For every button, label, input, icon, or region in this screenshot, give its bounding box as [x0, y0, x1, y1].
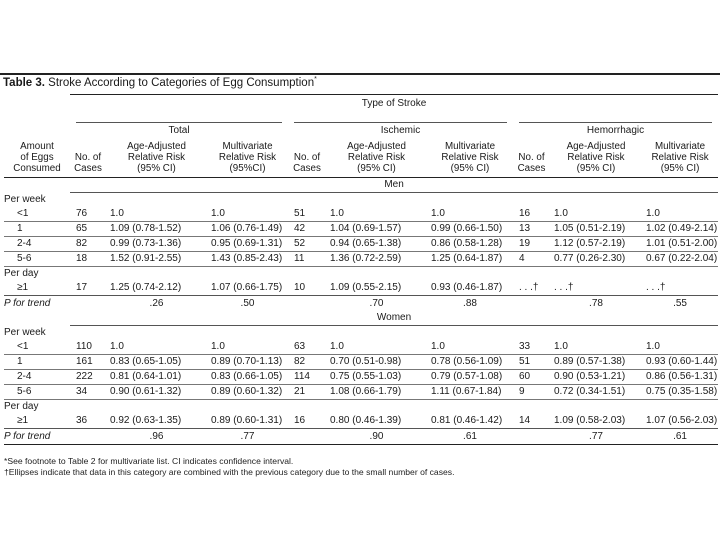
- empty-cell: [513, 266, 550, 281]
- table-row: [4, 414, 718, 429]
- group-total: Total: [70, 111, 288, 137]
- empty-cell: [550, 325, 642, 340]
- table-cell: 1.0: [550, 340, 642, 355]
- table-cell: 42: [288, 221, 326, 236]
- table-row: [4, 340, 718, 355]
- trend-value: .61: [427, 428, 513, 444]
- table-cell: . . .†: [519, 282, 539, 293]
- empty-cell: [70, 325, 106, 340]
- row-label: ≥1: [17, 282, 29, 293]
- footnotes: [4, 456, 454, 478]
- table-label: Table 3.: [3, 77, 45, 89]
- table-cell: 0.81 (0.64-1.01): [106, 369, 207, 384]
- row-label: <1: [4, 207, 70, 222]
- table-cell: 82: [70, 236, 106, 251]
- table-cell: 82: [288, 354, 326, 369]
- table-cell: . . .†: [646, 282, 666, 293]
- empty-cell: [70, 428, 106, 444]
- empty-cell: [513, 428, 550, 444]
- table-cell: 1.25 (0.64-1.87): [427, 251, 513, 266]
- empty-cell: [427, 192, 513, 207]
- table-caption: Stroke According to Categories of Egg Consumption: [48, 77, 315, 89]
- subheading-row: [4, 192, 718, 207]
- empty-cell: [642, 192, 718, 207]
- table-cell: 0.99 (0.66-1.50): [427, 221, 513, 236]
- table-cell: 36: [76, 415, 88, 426]
- table-cell: 0.83 (0.65-1.05): [106, 354, 207, 369]
- table-cell: 0.86 (0.56-1.31): [642, 369, 718, 384]
- table-cell: 0.93 (0.60-1.44): [642, 354, 718, 369]
- col-multi-ischemic: Multivariate Relative Risk (95% CI): [427, 137, 513, 177]
- trend-value: .78: [550, 295, 642, 311]
- table-cell: 0.89 (0.60-1.32): [207, 384, 288, 399]
- table-cell: 9: [513, 384, 550, 399]
- table-cell: . . .†: [554, 282, 574, 293]
- type-of-stroke-header: Type of Stroke: [70, 95, 718, 112]
- subheading-row: [4, 266, 718, 281]
- row-label: 2-4: [4, 236, 70, 251]
- table-cell: 1.0: [427, 207, 513, 222]
- per-day-label: Per day: [4, 268, 39, 279]
- table-cell: 1.0: [427, 340, 513, 355]
- empty-cell: [550, 192, 642, 207]
- table-cell: 1.0: [207, 207, 288, 222]
- section-name: Men: [70, 177, 718, 192]
- table-cell: 0.99 (0.73-1.36): [106, 236, 207, 251]
- subheading-row: [4, 325, 718, 340]
- row-label: ≥1: [17, 415, 29, 426]
- table-cell: 0.95 (0.69-1.31): [207, 236, 288, 251]
- trend-value: .77: [207, 428, 288, 444]
- p-trend-row: [4, 428, 718, 444]
- section-name: Women: [70, 311, 718, 326]
- empty-cell: [513, 399, 550, 414]
- table-row: [4, 281, 718, 296]
- col-cases-total: No. of Cases: [70, 137, 106, 177]
- empty-cell: [513, 192, 550, 207]
- table-cell: 21: [288, 384, 326, 399]
- table-cell: 0.93 (0.46-1.87): [431, 282, 503, 293]
- footnote-1: *See footnote to Table 2 for multivariate list. CI indicates confidence interval.: [4, 456, 294, 466]
- table-cell: 13: [513, 221, 550, 236]
- table-cell: 1.08 (0.66-1.79): [326, 384, 427, 399]
- per-week-label: Per week: [4, 193, 46, 205]
- trend-value: .26: [106, 295, 207, 311]
- empty-cell: [427, 399, 513, 414]
- table-cell: 110: [70, 340, 106, 355]
- empty-cell: [288, 192, 326, 207]
- per-day-label: Per day: [4, 401, 39, 412]
- table-cell: 1.25 (0.74-2.12): [110, 282, 182, 293]
- col-age-hemorrhagic: Age-Adjusted Relative Risk (95% CI): [550, 137, 642, 177]
- table-cell: 0.94 (0.65-1.38): [326, 236, 427, 251]
- trend-value: .70: [326, 295, 427, 311]
- p-trend-label: P for trend: [4, 295, 70, 311]
- empty-cell: [513, 295, 550, 311]
- table-cell: 0.75 (0.35-1.58): [642, 384, 718, 399]
- table-cell: 1.0: [642, 207, 718, 222]
- table-cell: 0.89 (0.70-1.13): [207, 354, 288, 369]
- table-cell: 1.0: [642, 340, 718, 355]
- table-cell: 34: [70, 384, 106, 399]
- table-cell: 17: [76, 282, 88, 293]
- empty-cell: [326, 399, 427, 414]
- row-label: 2-4: [4, 369, 70, 384]
- table-cell: 0.67 (0.22-2.04): [642, 251, 718, 266]
- col-multi-total: Multivariate Relative Risk (95%CI): [207, 137, 288, 177]
- table-cell: 0.81 (0.46-1.42): [431, 415, 503, 426]
- empty-cell: [207, 192, 288, 207]
- table-cell: 52: [288, 236, 326, 251]
- trend-value: .88: [427, 295, 513, 311]
- table-cell: 1.09 (0.58-2.03): [554, 415, 626, 426]
- table-cell: 1.07 (0.66-1.75): [211, 282, 283, 293]
- empty-cell: [288, 399, 326, 414]
- table-cell: 1.0: [326, 340, 427, 355]
- empty-cell: [288, 266, 326, 281]
- group-ischemic: Ischemic: [288, 111, 513, 137]
- table-cell: 222: [70, 369, 106, 384]
- table-cell: 33: [513, 340, 550, 355]
- per-week-label: Per week: [4, 326, 46, 338]
- empty-cell: [642, 399, 718, 414]
- col-amount: Amount of Eggs Consumed: [4, 137, 70, 177]
- trend-value: .61: [642, 428, 718, 444]
- empty-cell: [513, 325, 550, 340]
- empty-cell: [70, 399, 106, 414]
- table-cell: 76: [70, 207, 106, 222]
- section-header-row: [4, 177, 718, 192]
- table-row: [4, 236, 718, 251]
- empty-cell: [427, 266, 513, 281]
- empty-cell: [550, 266, 642, 281]
- egg-stroke-table: [4, 94, 718, 445]
- trend-value: .90: [326, 428, 427, 444]
- empty-cell: [106, 399, 207, 414]
- table-row: [4, 207, 718, 222]
- empty-cell: [70, 192, 106, 207]
- empty-cell: [106, 325, 207, 340]
- table-cell: 0.89 (0.57-1.38): [550, 354, 642, 369]
- table-cell: 1.09 (0.78-1.52): [106, 221, 207, 236]
- table-row: [4, 221, 718, 236]
- empty-cell: [326, 266, 427, 281]
- subheading-row: [4, 399, 718, 414]
- table-cell: 0.92 (0.63-1.35): [110, 415, 182, 426]
- table-cell: 1.0: [550, 207, 642, 222]
- trend-value: .96: [106, 428, 207, 444]
- table-cell: 51: [288, 207, 326, 222]
- empty-cell: [642, 266, 718, 281]
- section-spacer: [4, 311, 70, 326]
- row-label: 1: [4, 354, 70, 369]
- empty-cell: [550, 399, 642, 414]
- table-row: [4, 354, 718, 369]
- table-cell: 1.05 (0.51-2.19): [550, 221, 642, 236]
- caption-footnote-mark: *: [314, 76, 317, 84]
- section-header-row: [4, 311, 718, 326]
- col-age-ischemic: Age-Adjusted Relative Risk (95% CI): [326, 137, 427, 177]
- table-cell: 65: [70, 221, 106, 236]
- table-cell: 18: [70, 251, 106, 266]
- table-cell: 1.52 (0.91-2.55): [106, 251, 207, 266]
- row-label: 1: [4, 221, 70, 236]
- table-row: [4, 384, 718, 399]
- empty-cell: [288, 325, 326, 340]
- col-cases-hemorrhagic: No. of Cases: [513, 137, 550, 177]
- table-cell: 0.90 (0.53-1.21): [550, 369, 642, 384]
- table-cell: 1.11 (0.67-1.84): [427, 384, 513, 399]
- table-cell: 0.70 (0.51-0.98): [326, 354, 427, 369]
- table-cell: 0.89 (0.60-1.31): [211, 415, 283, 426]
- empty-cell: [207, 325, 288, 340]
- trend-value: .77: [550, 428, 642, 444]
- table-cell: 1.07 (0.56-2.03): [646, 415, 718, 426]
- table-cell: 14: [519, 415, 531, 426]
- table-cell: 51: [513, 354, 550, 369]
- empty-cell: [70, 295, 106, 311]
- top-rule: [0, 73, 720, 75]
- col-multi-hemorrhagic: Multivariate Relative Risk (95% CI): [642, 137, 718, 177]
- table-cell: 1.02 (0.49-2.14): [642, 221, 718, 236]
- table-cell: 19: [513, 236, 550, 251]
- table-cell: 114: [288, 369, 326, 384]
- table-cell: 1.12 (0.57-2.19): [550, 236, 642, 251]
- table-cell: 1.01 (0.51-2.00): [642, 236, 718, 251]
- empty-cell: [106, 192, 207, 207]
- section-spacer: [4, 177, 70, 192]
- table-row: [4, 369, 718, 384]
- table-cell: 1.04 (0.69-1.57): [326, 221, 427, 236]
- trend-value: .50: [207, 295, 288, 311]
- table-cell: 1.43 (0.85-2.43): [207, 251, 288, 266]
- col-cases-ischemic: No. of Cases: [288, 137, 326, 177]
- table-cell: 161: [70, 354, 106, 369]
- row-label: 5-6: [4, 384, 70, 399]
- table-cell: 0.80 (0.46-1.39): [330, 415, 402, 426]
- row-label: 5-6: [4, 251, 70, 266]
- table-cell: 1.06 (0.76-1.49): [207, 221, 288, 236]
- empty-cell: [207, 266, 288, 281]
- table-cell: 1.0: [326, 207, 427, 222]
- table-cell: 0.79 (0.57-1.08): [427, 369, 513, 384]
- table-cell: 60: [513, 369, 550, 384]
- table-cell: 1.09 (0.55-2.15): [330, 282, 402, 293]
- table-cell: 0.86 (0.58-1.28): [427, 236, 513, 251]
- table-cell: 16: [294, 415, 306, 426]
- footnote-2: †Ellipses indicate that data in this category are combined with the previous category due to the small number of cases.: [4, 467, 455, 477]
- table-cell: 16: [513, 207, 550, 222]
- p-trend-label: P for trend: [4, 428, 70, 444]
- table-title: [3, 77, 317, 89]
- row-label: <1: [4, 340, 70, 355]
- empty-cell: [326, 192, 427, 207]
- empty-cell: [288, 295, 326, 311]
- table-cell: 0.90 (0.61-1.32): [106, 384, 207, 399]
- empty-cell: [642, 325, 718, 340]
- table-cell: 10: [294, 282, 306, 293]
- empty-cell: [70, 266, 106, 281]
- table-cell: 1.0: [207, 340, 288, 355]
- empty-cell: [288, 428, 326, 444]
- table-row: [4, 251, 718, 266]
- empty-cell: [106, 266, 207, 281]
- table-cell: 0.72 (0.34-1.51): [550, 384, 642, 399]
- empty-cell: [207, 399, 288, 414]
- table-cell: 0.75 (0.55-1.03): [326, 369, 427, 384]
- table-cell: 0.77 (0.26-2.30): [550, 251, 642, 266]
- table-cell: 1.0: [106, 340, 207, 355]
- trend-value: .55: [642, 295, 718, 311]
- p-trend-row: [4, 295, 718, 311]
- empty-cell: [326, 325, 427, 340]
- table-cell: 0.83 (0.66-1.05): [207, 369, 288, 384]
- table-cell: 1.36 (0.72-2.59): [326, 251, 427, 266]
- table-cell: 4: [513, 251, 550, 266]
- table-cell: 0.78 (0.56-1.09): [427, 354, 513, 369]
- table-cell: 63: [288, 340, 326, 355]
- table-cell: 1.0: [106, 207, 207, 222]
- empty-cell: [427, 325, 513, 340]
- table-cell: 11: [288, 251, 326, 266]
- group-hemorrhagic: Hemorrhagic: [513, 111, 718, 137]
- col-age-total: Age-Adjusted Relative Risk (95% CI): [106, 137, 207, 177]
